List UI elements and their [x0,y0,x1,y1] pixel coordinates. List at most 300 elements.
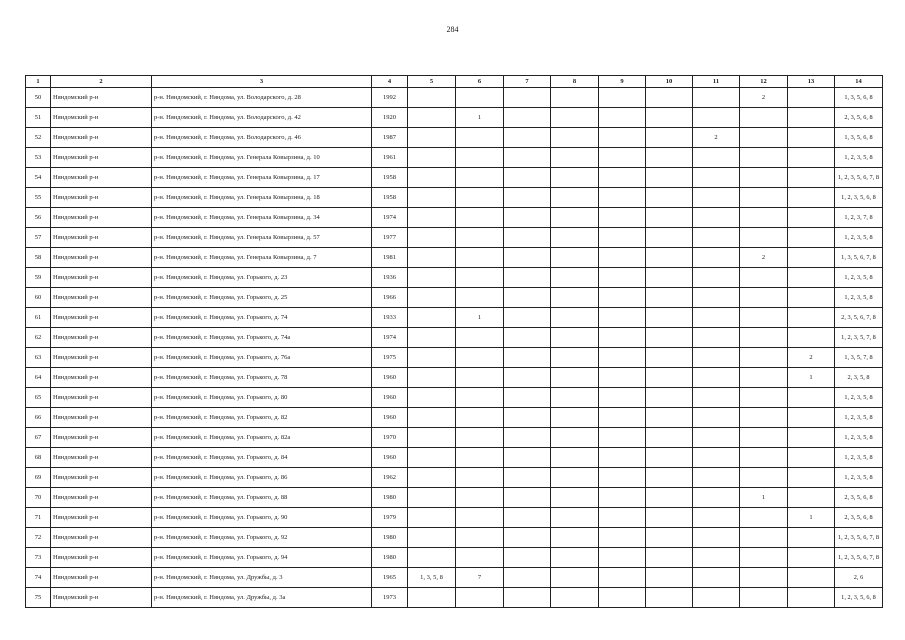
table-cell-col-1: 64 [26,368,51,388]
table-cell-col-6 [456,528,504,548]
table-cell-col-14: 1, 2, 3, 5, 6, 8 [835,188,883,208]
table-cell-col-10 [646,488,693,508]
table-cell-col-2: Няндомский р-н [51,508,152,528]
table-cell-col-5 [408,128,456,148]
column-header-9: 9 [599,76,646,88]
table-cell-col-11 [693,388,740,408]
table-cell-col-1: 65 [26,388,51,408]
table-cell-col-3: р-н. Няндомский, г. Няндома, ул. Володарского, д. 28 [152,88,372,108]
table-cell-col-9 [599,88,646,108]
table-cell-col-11 [693,268,740,288]
table-cell-col-3: р-н. Няндомский, г. Няндома, ул. Горького, д. 82а [152,428,372,448]
table-cell-col-6 [456,128,504,148]
table-cell-col-4: 1958 [372,168,408,188]
column-header-1: 1 [26,76,51,88]
table-cell-col-2: Няндомский р-н [51,128,152,148]
table-cell-col-9 [599,128,646,148]
table-cell-col-11 [693,368,740,388]
table-cell-col-5 [408,488,456,508]
table-row [26,588,883,608]
table-cell-col-7 [504,328,551,348]
table-cell-col-9 [599,388,646,408]
table-cell-col-6 [456,468,504,488]
table-cell-col-13 [788,128,835,148]
table-row [26,388,883,408]
table-cell-col-6 [456,168,504,188]
table-row [26,168,883,188]
table-cell-col-14: 1, 2, 3, 5, 8 [835,428,883,448]
table-cell-col-2: Няндомский р-н [51,588,152,608]
table-cell-col-6 [456,488,504,508]
table-cell-col-13 [788,288,835,308]
table-cell-col-8 [551,248,599,268]
page-number: 284 [446,25,459,34]
table-cell-col-10 [646,108,693,128]
table-cell-col-1: 69 [26,468,51,488]
table-cell-col-12 [740,348,788,368]
table-cell-col-4: 1960 [372,448,408,468]
table-cell-col-1: 62 [26,328,51,348]
table-cell-col-10 [646,508,693,528]
table-cell-col-14: 1, 2, 3, 5, 8 [835,148,883,168]
table-cell-col-7 [504,228,551,248]
table-cell-col-11 [693,548,740,568]
table-cell-col-4: 1974 [372,208,408,228]
table-cell-col-13: 2 [788,348,835,368]
table-cell-col-4: 1920 [372,108,408,128]
table-cell-col-13 [788,548,835,568]
table-cell-col-11 [693,308,740,328]
table-cell-col-2: Няндомский р-н [51,368,152,388]
table-cell-col-8 [551,88,599,108]
table-cell-col-9 [599,588,646,608]
table-cell-col-6 [456,368,504,388]
table-cell-col-8 [551,188,599,208]
table-cell-col-5 [408,508,456,528]
table-cell-col-14: 1, 2, 3, 5, 8 [835,388,883,408]
table-cell-col-2: Няндомский р-н [51,348,152,368]
column-header-10: 10 [646,76,693,88]
table-cell-col-4: 1960 [372,388,408,408]
table-cell-col-14: 2, 3, 5, 6, 8 [835,108,883,128]
table-cell-col-13 [788,148,835,168]
table-cell-col-8 [551,308,599,328]
table-cell-col-14: 2, 3, 5, 8 [835,368,883,388]
table-row [26,128,883,148]
table-cell-col-7 [504,288,551,308]
table-row [26,528,883,548]
table-cell-col-3: р-н. Няндомский, г. Няндома, ул. Горького, д. 25 [152,288,372,308]
table-cell-col-4: 1958 [372,188,408,208]
table-cell-col-11 [693,448,740,468]
table-row [26,348,883,368]
table-cell-col-8 [551,548,599,568]
table-cell-col-13 [788,448,835,468]
table-cell-col-3: р-н. Няндомский, г. Няндома, ул. Горького, д. 86 [152,468,372,488]
table-row [26,568,883,588]
table-cell-col-9 [599,288,646,308]
table-cell-col-11 [693,568,740,588]
table-cell-col-12 [740,308,788,328]
table-cell-col-4: 1973 [372,588,408,608]
table-cell-col-14: 1, 2, 3, 5, 6, 7, 8 [835,528,883,548]
table-cell-col-5 [408,288,456,308]
table-cell-col-9 [599,188,646,208]
table-cell-col-11 [693,208,740,228]
table-cell-col-2: Няндомский р-н [51,108,152,128]
table-cell-col-11 [693,168,740,188]
table-cell-col-3: р-н. Няндомский, г. Няндома, ул. Горького, д. 74а [152,328,372,348]
table-cell-col-11 [693,408,740,428]
column-header-13: 13 [788,76,835,88]
table-cell-col-3: р-н. Няндомский, г. Няндома, ул. Горького, д. 84 [152,448,372,468]
table-cell-col-3: р-н. Няндомский, г. Няндома, ул. Володарского, д. 46 [152,128,372,148]
table-cell-col-8 [551,428,599,448]
table-cell-col-13 [788,388,835,408]
column-header-2: 2 [51,76,152,88]
table-cell-col-5 [408,208,456,228]
table-cell-col-2: Няндомский р-н [51,548,152,568]
table-cell-col-14: 2, 3, 5, 6, 8 [835,508,883,528]
table-cell-col-11 [693,228,740,248]
table-cell-col-9 [599,168,646,188]
table-cell-col-11 [693,248,740,268]
table-cell-col-3: р-н. Няндомский, г. Няндома, ул. Горького, д. 74 [152,308,372,328]
table-cell-col-5 [408,108,456,128]
table-cell-col-6 [456,148,504,168]
table-cell-col-6 [456,588,504,608]
table-cell-col-12: 1 [740,488,788,508]
table-cell-col-11 [693,528,740,548]
table-cell-col-1: 72 [26,528,51,548]
table-row [26,448,883,468]
table-cell-col-5 [408,148,456,168]
table-cell-col-3: р-н. Няндомский, г. Няндома, ул. Генерала Ковырзина, д. 7 [152,248,372,268]
table-cell-col-7 [504,268,551,288]
table-cell-col-7 [504,388,551,408]
table-row [26,368,883,388]
table-cell-col-3: р-н. Няндомский, г. Няндома, ул. Горького, д. 23 [152,268,372,288]
table-cell-col-14: 1, 2, 3, 5, 6, 7, 8 [835,168,883,188]
table-cell-col-6: 1 [456,308,504,328]
table-cell-col-9 [599,348,646,368]
table-cell-col-4: 1975 [372,348,408,368]
table-cell-col-12 [740,448,788,468]
table-cell-col-9 [599,228,646,248]
table-cell-col-1: 74 [26,568,51,588]
table-cell-col-14: 1, 3, 5, 6, 7, 8 [835,248,883,268]
register-table [25,75,883,608]
table-header [26,76,883,88]
table-cell-col-2: Няндомский р-н [51,528,152,548]
table-cell-col-3: р-н. Няндомский, г. Няндома, ул. Генерала Ковырзина, д. 17 [152,168,372,188]
table-cell-col-10 [646,288,693,308]
table-cell-col-10 [646,548,693,568]
table-cell-col-4: 1981 [372,248,408,268]
table-cell-col-8 [551,348,599,368]
table-cell-col-2: Няндомский р-н [51,188,152,208]
table-row [26,508,883,528]
table-cell-col-11 [693,428,740,448]
table-cell-col-6 [456,508,504,528]
column-header-4: 4 [372,76,408,88]
table-cell-col-4: 1992 [372,88,408,108]
table-cell-col-5 [408,188,456,208]
table-cell-col-3: р-н. Няндомский, г. Няндома, ул. Горького, д. 78 [152,368,372,388]
table-cell-col-8 [551,208,599,228]
table-row [26,228,883,248]
table-cell-col-14: 2, 3, 5, 6, 7, 8 [835,308,883,328]
table-cell-col-14: 1, 2, 3, 5, 8 [835,408,883,428]
table-cell-col-12 [740,468,788,488]
table-cell-col-12 [740,388,788,408]
table-cell-col-11: 2 [693,128,740,148]
table-cell-col-2: Няндомский р-н [51,388,152,408]
table-cell-col-8 [551,408,599,428]
column-header-3: 3 [152,76,372,88]
table-cell-col-5 [408,448,456,468]
table-cell-col-14: 1, 2, 3, 5, 8 [835,448,883,468]
table-cell-col-14: 1, 2, 3, 5, 8 [835,468,883,488]
table-cell-col-4: 1965 [372,568,408,588]
table-cell-col-13 [788,88,835,108]
table-cell-col-12 [740,228,788,248]
table-cell-col-8 [551,148,599,168]
table-cell-col-1: 57 [26,228,51,248]
table-cell-col-7 [504,588,551,608]
table-cell-col-6 [456,388,504,408]
table-cell-col-4: 1980 [372,548,408,568]
table-cell-col-10 [646,148,693,168]
table-cell-col-2: Няндомский р-н [51,268,152,288]
table-cell-col-4: 1933 [372,308,408,328]
table-cell-col-8 [551,368,599,388]
column-header-8: 8 [551,76,599,88]
table-cell-col-10 [646,128,693,148]
table-cell-col-2: Няндомский р-н [51,448,152,468]
table-cell-col-7 [504,528,551,548]
table-cell-col-5 [408,308,456,328]
table-cell-col-7 [504,348,551,368]
table-cell-col-11 [693,108,740,128]
table-cell-col-6 [456,328,504,348]
table-cell-col-13 [788,228,835,248]
table-cell-col-10 [646,88,693,108]
table-cell-col-7 [504,448,551,468]
table-cell-col-13 [788,308,835,328]
table-cell-col-3: р-н. Няндомский, г. Няндома, ул. Горького, д. 90 [152,508,372,528]
table-row [26,148,883,168]
table-row [26,108,883,128]
table-cell-col-12 [740,508,788,528]
table-cell-col-14: 2, 3, 5, 6, 8 [835,488,883,508]
table-cell-col-8 [551,448,599,468]
table-cell-col-5 [408,268,456,288]
table-cell-col-6 [456,448,504,468]
table-row [26,328,883,348]
table-cell-col-4: 1987 [372,128,408,148]
table-cell-col-11 [693,328,740,348]
table-cell-col-7 [504,248,551,268]
table-cell-col-12 [740,428,788,448]
table-cell-col-11 [693,488,740,508]
table-cell-col-10 [646,588,693,608]
table-cell-col-10 [646,528,693,548]
table-cell-col-1: 58 [26,248,51,268]
table-cell-col-7 [504,468,551,488]
table-cell-col-6 [456,208,504,228]
table-cell-col-4: 1970 [372,428,408,448]
table-cell-col-5 [408,548,456,568]
table-cell-col-7 [504,208,551,228]
table-cell-col-6: 1 [456,108,504,128]
table-cell-col-1: 60 [26,288,51,308]
table-cell-col-4: 1966 [372,288,408,308]
table-cell-col-6: 7 [456,568,504,588]
table-cell-col-3: р-н. Няндомский, г. Няндома, ул. Дружбы, д. 3а [152,588,372,608]
table-cell-col-7 [504,128,551,148]
table-cell-col-10 [646,268,693,288]
column-header-12: 12 [740,76,788,88]
table-cell-col-11 [693,508,740,528]
table-cell-col-13 [788,488,835,508]
table-cell-col-4: 1960 [372,368,408,388]
table-cell-col-1: 63 [26,348,51,368]
table-cell-col-2: Няндомский р-н [51,408,152,428]
table-cell-col-13 [788,248,835,268]
table-cell-col-12: 2 [740,248,788,268]
table-cell-col-11 [693,588,740,608]
table-cell-col-2: Няндомский р-н [51,468,152,488]
table-cell-col-13 [788,268,835,288]
table-cell-col-13: 1 [788,508,835,528]
table-row [26,188,883,208]
table-cell-col-4: 1962 [372,468,408,488]
table-cell-col-11 [693,288,740,308]
table-cell-col-6 [456,268,504,288]
table-cell-col-6 [456,428,504,448]
table-cell-col-13 [788,528,835,548]
table-cell-col-8 [551,268,599,288]
table-cell-col-8 [551,588,599,608]
table-cell-col-14: 1, 2, 3, 5, 8 [835,288,883,308]
table-cell-col-4: 1936 [372,268,408,288]
table-row [26,468,883,488]
table-cell-col-3: р-н. Няндомский, г. Няндома, ул. Дружбы, д. 3 [152,568,372,588]
table-cell-col-5: 1, 3, 5, 8 [408,568,456,588]
table-cell-col-12 [740,368,788,388]
table-cell-col-4: 1961 [372,148,408,168]
table-cell-col-7 [504,568,551,588]
table-cell-col-8 [551,228,599,248]
table-cell-col-7 [504,548,551,568]
table-row [26,288,883,308]
table-cell-col-6 [456,408,504,428]
table-cell-col-11 [693,88,740,108]
table-cell-col-1: 73 [26,548,51,568]
table-cell-col-10 [646,168,693,188]
table-cell-col-2: Няндомский р-н [51,488,152,508]
table-cell-col-5 [408,168,456,188]
table-cell-col-1: 55 [26,188,51,208]
table-cell-col-2: Няндомский р-н [51,148,152,168]
table-cell-col-9 [599,428,646,448]
table-cell-col-5 [408,588,456,608]
table-cell-col-12 [740,548,788,568]
table-cell-col-6 [456,548,504,568]
table-row [26,308,883,328]
table-cell-col-7 [504,168,551,188]
table-cell-col-3: р-н. Няндомский, г. Няндома, ул. Горького, д. 92 [152,528,372,548]
table-cell-col-2: Няндомский р-н [51,288,152,308]
table-cell-col-1: 56 [26,208,51,228]
table-cell-col-13 [788,428,835,448]
table-cell-col-1: 59 [26,268,51,288]
table-cell-col-2: Няндомский р-н [51,248,152,268]
table-cell-col-14: 1, 3, 5, 6, 8 [835,88,883,108]
table-cell-col-13 [788,568,835,588]
table-cell-col-8 [551,288,599,308]
table-cell-col-4: 1980 [372,528,408,548]
table-cell-col-9 [599,568,646,588]
table-cell-col-4: 1974 [372,328,408,348]
table-cell-col-8 [551,388,599,408]
table-cell-col-5 [408,528,456,548]
table-cell-col-12: 2 [740,88,788,108]
table-cell-col-5 [408,428,456,448]
table-cell-col-9 [599,468,646,488]
table-cell-col-3: р-н. Няндомский, г. Няндома, ул. Генерала Ковырзина, д. 57 [152,228,372,248]
table-cell-col-14: 1, 2, 3, 5, 8 [835,268,883,288]
table-cell-col-2: Няндомский р-н [51,168,152,188]
table-cell-col-10 [646,568,693,588]
table-cell-col-8 [551,168,599,188]
table-cell-col-12 [740,408,788,428]
table-cell-col-4: 1977 [372,228,408,248]
table-cell-col-3: р-н. Няндомский, г. Няндома, ул. Горького, д. 88 [152,488,372,508]
table-cell-col-1: 66 [26,408,51,428]
table-cell-col-6 [456,348,504,368]
table-cell-col-10 [646,468,693,488]
table-cell-col-1: 61 [26,308,51,328]
table-cell-col-3: р-н. Няндомский, г. Няндома, ул. Горького, д. 94 [152,548,372,568]
table-cell-col-8 [551,568,599,588]
table-cell-col-7 [504,368,551,388]
table-cell-col-9 [599,248,646,268]
table-cell-col-7 [504,508,551,528]
table-cell-col-3: р-н. Няндомский, г. Няндома, ул. Генерала Ковырзина, д. 18 [152,188,372,208]
table-cell-col-10 [646,328,693,348]
table-cell-col-14: 1, 3, 5, 6, 8 [835,128,883,148]
table-cell-col-5 [408,328,456,348]
table-cell-col-8 [551,128,599,148]
table-cell-col-12 [740,328,788,348]
table-cell-col-10 [646,308,693,328]
table-cell-col-7 [504,148,551,168]
table-body [26,88,883,608]
table-cell-col-12 [740,288,788,308]
table-cell-col-13 [788,468,835,488]
table-cell-col-8 [551,488,599,508]
table-cell-col-5 [408,388,456,408]
column-header-5: 5 [408,76,456,88]
table-cell-col-10 [646,368,693,388]
table-cell-col-12 [740,528,788,548]
table-cell-col-9 [599,528,646,548]
table-cell-col-12 [740,128,788,148]
table-cell-col-9 [599,488,646,508]
table-cell-col-5 [408,248,456,268]
